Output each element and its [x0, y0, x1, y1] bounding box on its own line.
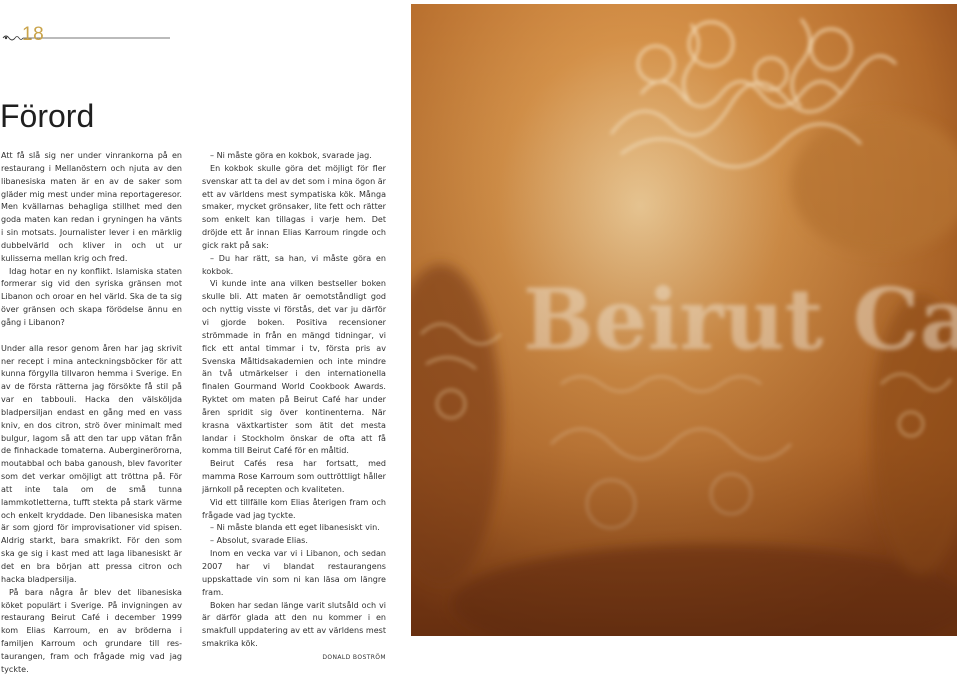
paragraph: Beirut Cafés resa har fortsatt, med mamma Rose Karroum som outtröttligt håller järnkoll på recepten och kvaliteten.: [202, 459, 386, 494]
paragraph: På bara några år blev det libanesiska köket populärt i Sverige. På invigningen av restaurang Beirut Café i december 1999 kom Elias Karroum, en av bröderna i familjen Karroum och grundare till restaurangen, fram och frågade mig vad jag tyckte.: [1, 587, 182, 674]
author-signature: DONALD BOSTRÖM: [322, 653, 386, 661]
beirut-cafe-sign-photo: [411, 4, 957, 636]
paragraph: Vid ett tillfälle kom Elias återigen fram och frågade vad jag tyckte.: [202, 497, 386, 520]
page-number-row: [2, 26, 182, 46]
dialogue-line: – Ni måste blanda ett eget libanesiskt vin.: [210, 523, 380, 533]
right-text-column: [202, 150, 386, 665]
dialogue-line: – Ni måste göra en kokbok, svarade jag.: [210, 151, 372, 160]
paragraph: Vi kunde inte ana vilken bestseller boken skulle bli. Att maten är oemotståndligt god och nyttig visste vi förstås, det var ju därför vi gjorde boken. Positiva recensioner strömmade in från en mängd tidningar, vi fick ett antal timmar i tv, första pris av Svenska Måltidsakademien och inte mindre än två utmärkelser i den internationella finalen Gourmand World Cookbook Awards. Ryktet om maten på Beirut Café har under åren spridit sig över kontinenterna. När krasna växtkartister som ätit det mesta landar i Stockholm önskar de ofta att få komma till Beirut Café för en måltid.: [202, 279, 386, 456]
paragraph: Att få slå sig ner under vinrankorna på en restaurang i Mellanöstern och njuta av den libanesiska maten är en av de saker som gläder mig mest under mina reportageresor. Men kvällarnas behagliga stillhet med den goda maten kan redan i gryningen ha vänts i sin motsats. Journalister lever i en märklig dubbelvärld och kliver in och ut ur kulisserna mellan krig och fred.: [1, 151, 182, 263]
paragraph: Boken har sedan länge varit slutsåld och vi är därför glada att den nu kommer i en smakfull uppdatering av ett av världens mest smakrika kök.: [202, 600, 386, 649]
page-number: 18: [22, 24, 45, 45]
paragraph: Under alla resor genom åren har jag skrivit ner recept i mina anteckningsböcker för att kunna förgylla tillvaron hemma i Sverige. En av de första rätterna jag försökte få stil på var en tabbouli. Hacka den välsköljda bladpersiljan endast en gång med en vass kniv, en dos citron, strö över minimalt med bulgur, lagom så att den tar upp vätan från de finhackade tomaterna. Auberginerörorna, moutabbal och baba ganoush, blev favoriter som det verkar omöjligt att tröttna på. För att inte tala om de små tunna lammkotletterna, tufft stekta på stark värme och enkelt kryddade. Den libanesiska maten är som gjord för improvisationer vid spisen. Aldrig starkt, bara smakrikt. För den som ska ge sig i kast med att laga libanesiskt är det en bra början att pressa citron och hacka bladpersilja.: [1, 343, 182, 584]
paragraph: Inom en vecka var vi i Libanon, och sedan 2007 har vi blandat restaurangens uppskattade vin som ni kan läsa om längre fram.: [202, 549, 386, 597]
page-title: Förord: [0, 98, 95, 134]
left-text-column: [1, 150, 182, 677]
dialogue-line: – Absolut, svarade Elias.: [210, 536, 308, 546]
dialogue-line: – Du har rätt, sa han, vi måste göra en kokbok.: [202, 253, 386, 276]
paragraph: En kokbok skulle göra det möjligt för fler svenskar att ta del av det som i mina ögon är ett av världens mest sympatiska kök. Många smaker, mycket grönsaker, lite fett och rätter som enkelt kan tillagas i varje hem. Det dröjde ett år innan Elias Karroum ringde och gick rakt på sak:: [202, 163, 386, 250]
paragraph: Idag hotar en ny konflikt. Islamiska staten formerar sig vid den syriska gränsen mot Libanon och oroar en hel värld. Ska de ta sig över gränsen och skapa förödelse ännu en gång i Libanon?: [1, 266, 182, 327]
